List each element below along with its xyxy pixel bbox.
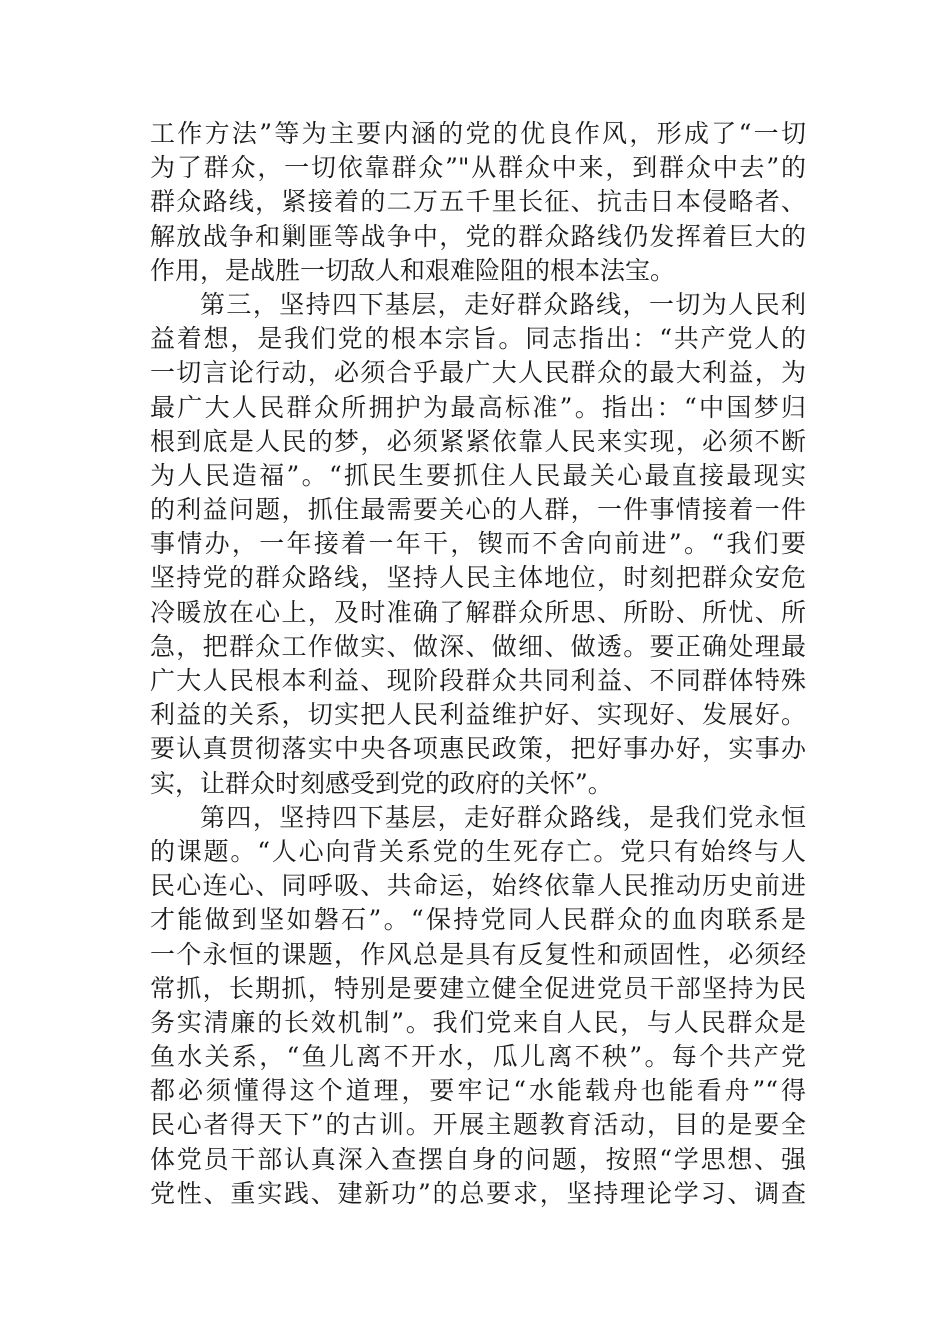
text-line: 冷暖放在心上，及时准确了解群众所思、所盼、所忧、所 <box>150 597 806 627</box>
text-line: 的课题。“人心向背关系党的生死存亡。党只有始终与人 <box>150 836 806 866</box>
text-line: 一切言论行动，必须合乎最广大人民群众的最大利益，为 <box>150 358 806 388</box>
text-line: 的利益问题，抓住最需要关心的人群，一件事情接着一件 <box>150 495 806 525</box>
paragraph-start-line: 第四，坚持四下基层，走好群众路线，是我们党永恒 <box>200 802 806 832</box>
paragraph-start-line: 第三，坚持四下基层，走好群众路线，一切为人民利 <box>200 289 806 319</box>
text-line: 最广大人民群众所拥护为最高标准”。指出：“中国梦归 <box>150 392 806 422</box>
text-line: 一个永恒的课题，作风总是具有反复性和顽固性，必须经 <box>150 939 806 969</box>
text-line: 民心连心、同呼吸、共命运，始终依靠人民推动历史前进 <box>150 871 806 901</box>
text-line: 实，让群众时刻感受到党的政府的关怀”。 <box>150 768 613 798</box>
text-line: 益着想，是我们党的根本宗旨。同志指出：“共产党人的 <box>150 324 806 354</box>
text-line: 根到底是人民的梦，必须紧紧依靠人民来实现，必须不断 <box>150 426 806 456</box>
text-line: 鱼水关系，“鱼儿离不开水，瓜儿离不秧”。每个共产党 <box>150 1042 806 1072</box>
text-line: 民心者得天下”的古训。开展主题教育活动，目的是要全 <box>150 1110 806 1140</box>
text-line: 作用，是战胜一切敌人和艰难险阻的根本法宝。 <box>150 255 676 285</box>
text-line: 常抓，长期抓，特别是要建立健全促进党员干部坚持为民 <box>150 973 806 1003</box>
text-line: 工作方法”等为主要内涵的党的优良作风，形成了“一切 <box>150 119 806 148</box>
text-line: 群众路线，紧接着的二万五千里长征、抗击日本侵略者、 <box>150 187 806 217</box>
text-line: 务实清廉的长效机制”。我们党来自人民，与人民群众是 <box>150 1007 806 1037</box>
text-line: 体党员干部认真深入查摆自身的问题，按照“学思想、强 <box>150 1144 806 1174</box>
text-line: 为人民造福”。“抓民生要抓住人民最关心最直接最现实 <box>150 460 806 490</box>
text-line: 都必须懂得这个道理，要牢记“水能载舟也能看舟”“得 <box>150 1076 806 1106</box>
text-line: 解放战争和剿匪等战争中，党的群众路线仍发挥着巨大的 <box>150 221 806 251</box>
text-line: 事情办，一年接着一年干，锲而不舍向前进”。“我们要 <box>150 529 806 559</box>
text-line: 广大人民根本利益、现阶段群众共同利益、不同群体特殊 <box>150 666 806 695</box>
text-line: 党性、重实践、建新功”的总要求，坚持理论学习、调查 <box>150 1178 806 1208</box>
document-page <box>150 117 806 1211</box>
text-line: 坚持党的群众路线，坚持人民主体地位，时刻把群众安危 <box>150 563 806 593</box>
text-line: 为了群众，一切依靠群众”"从群众中来，到群众中去”的 <box>150 153 806 183</box>
text-line: 才能做到坚如磐石”。“保持党同人民群众的血肉联系是 <box>150 905 806 935</box>
text-line: 急，把群众工作做实、做深、做细、做透。要正确处理最 <box>150 631 806 661</box>
text-line: 利益的关系，切实把人民利益维护好、实现好、发展好。 <box>150 700 806 730</box>
text-line: 要认真贯彻落实中央各项惠民政策，把好事办好，实事办 <box>150 734 806 764</box>
